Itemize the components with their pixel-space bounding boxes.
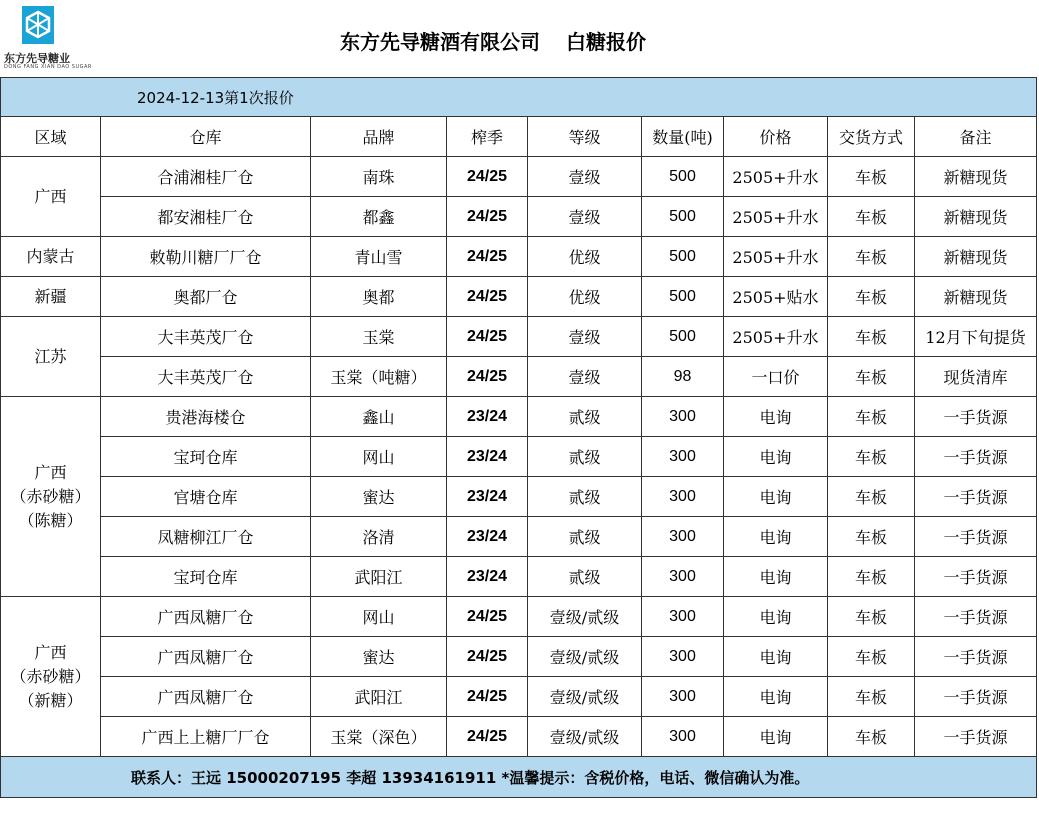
delivery-cell: 车板 <box>828 677 915 717</box>
grade-cell: 贰级 <box>528 557 642 597</box>
price-cell: 电询 <box>724 637 828 677</box>
price-cell: 电询 <box>724 557 828 597</box>
price-cell: 电询 <box>724 597 828 637</box>
table-row <box>1 157 1037 197</box>
brand-cell: 玉棠（深色） <box>311 717 447 757</box>
delivery-cell: 车板 <box>828 557 915 597</box>
quantity-cell: 300 <box>642 677 724 717</box>
logo-name: 东方先导糖业 <box>4 52 70 65</box>
table-row <box>1 277 1037 317</box>
brand-cell: 鑫山 <box>311 397 447 437</box>
region-cell: 内蒙古 <box>1 237 101 277</box>
note-cell: 一手货源 <box>915 397 1037 437</box>
table-row <box>1 397 1037 437</box>
note-cell: 一手货源 <box>915 637 1037 677</box>
season-cell: 24/25 <box>447 317 528 357</box>
quantity-cell: 300 <box>642 477 724 517</box>
delivery-cell: 车板 <box>828 637 915 677</box>
brand-cell: 玉棠（吨糖） <box>311 357 447 397</box>
quantity-cell: 300 <box>642 557 724 597</box>
warehouse-cell: 宝珂仓库 <box>101 437 311 477</box>
brand-cell: 网山 <box>311 437 447 477</box>
brand-cell: 玉棠 <box>311 317 447 357</box>
table-row <box>1 197 1037 237</box>
table-row <box>1 717 1037 757</box>
quantity-cell: 300 <box>642 597 724 637</box>
quantity-cell: 300 <box>642 637 724 677</box>
brand-cell: 奥都 <box>311 277 447 317</box>
delivery-cell: 车板 <box>828 597 915 637</box>
brand-cell: 网山 <box>311 597 447 637</box>
price-cell: 电询 <box>724 397 828 437</box>
delivery-cell: 车板 <box>828 157 915 197</box>
company-logo-icon <box>22 6 54 44</box>
table-row <box>1 477 1037 517</box>
price-cell: 电询 <box>724 517 828 557</box>
grade-cell: 优级 <box>528 277 642 317</box>
table-row <box>1 357 1037 397</box>
note-cell: 一手货源 <box>915 557 1037 597</box>
region-cell: 新疆 <box>1 277 101 317</box>
note-cell: 现货清库 <box>915 357 1037 397</box>
note-cell: 新糖现货 <box>915 277 1037 317</box>
col-header-warehouse: 仓库 <box>101 117 311 157</box>
region-cell: 广西 （赤砂糖） （陈糖） <box>1 397 101 597</box>
brand-cell: 蜜达 <box>311 477 447 517</box>
quantity-cell: 300 <box>642 397 724 437</box>
col-header-price: 价格 <box>724 117 828 157</box>
region-cell: 江苏 <box>1 317 101 397</box>
price-table <box>0 77 1037 798</box>
grade-cell: 贰级 <box>528 437 642 477</box>
warehouse-cell: 凤糖柳江厂仓 <box>101 517 311 557</box>
region-cell: 广西 <box>1 157 101 237</box>
grade-cell: 壹级/贰级 <box>528 677 642 717</box>
warehouse-cell: 广西上上糖厂厂仓 <box>101 717 311 757</box>
brand-cell: 青山雪 <box>311 237 447 277</box>
season-cell: 24/25 <box>447 677 528 717</box>
delivery-cell: 车板 <box>828 317 915 357</box>
grade-cell: 贰级 <box>528 477 642 517</box>
warehouse-cell: 大丰英茂厂仓 <box>101 317 311 357</box>
quantity-cell: 300 <box>642 717 724 757</box>
season-cell: 23/24 <box>447 397 528 437</box>
grade-cell: 壹级 <box>528 317 642 357</box>
season-cell: 24/25 <box>447 157 528 197</box>
col-header-region: 区域 <box>1 117 101 157</box>
note-cell: 新糖现货 <box>915 157 1037 197</box>
quantity-cell: 300 <box>642 517 724 557</box>
season-cell: 23/24 <box>447 477 528 517</box>
season-cell: 23/24 <box>447 517 528 557</box>
delivery-cell: 车板 <box>828 397 915 437</box>
col-header-brand: 品牌 <box>311 117 447 157</box>
brand-cell: 洛清 <box>311 517 447 557</box>
warehouse-cell: 合浦湘桂厂仓 <box>101 157 311 197</box>
brand-cell: 武阳江 <box>311 557 447 597</box>
warehouse-cell: 奥都厂仓 <box>101 277 311 317</box>
contact-footer <box>1 757 1037 798</box>
delivery-cell: 车板 <box>828 477 915 517</box>
price-cell: 2505+升水 <box>724 197 828 237</box>
delivery-cell: 车板 <box>828 197 915 237</box>
grade-cell: 壹级/贰级 <box>528 637 642 677</box>
quantity-cell: 500 <box>642 277 724 317</box>
date-line: 2024-12-13第1次报价 <box>1 78 1037 117</box>
quote-subject: 白糖报价 <box>566 30 646 54</box>
price-cell: 电询 <box>724 437 828 477</box>
warehouse-cell: 广西凤糖厂仓 <box>101 677 311 717</box>
warehouse-cell: 都安湘桂厂仓 <box>101 197 311 237</box>
quantity-cell: 500 <box>642 237 724 277</box>
note-cell: 一手货源 <box>915 517 1037 557</box>
note-cell: 12月下旬提货 <box>915 317 1037 357</box>
table-row <box>1 237 1037 277</box>
note-cell: 新糖现货 <box>915 237 1037 277</box>
contact-text: 联系人：王远 15000207195 李超 13934161911 *温馨提示：含税价格，电话、微信确认为准。 <box>1 757 1037 798</box>
grade-cell: 优级 <box>528 237 642 277</box>
price-cell: 2505+贴水 <box>724 277 828 317</box>
grade-cell: 壹级/贰级 <box>528 717 642 757</box>
warehouse-cell: 宝珂仓库 <box>101 557 311 597</box>
season-cell: 24/25 <box>447 237 528 277</box>
table-row <box>1 637 1037 677</box>
delivery-cell: 车板 <box>828 357 915 397</box>
quantity-cell: 500 <box>642 197 724 237</box>
col-header-note: 备注 <box>915 117 1037 157</box>
delivery-cell: 车板 <box>828 237 915 277</box>
price-cell: 一口价 <box>724 357 828 397</box>
quantity-cell: 98 <box>642 357 724 397</box>
price-cell: 2505+升水 <box>724 317 828 357</box>
table-row <box>1 317 1037 357</box>
col-header-season: 榨季 <box>447 117 528 157</box>
delivery-cell: 车板 <box>828 717 915 757</box>
price-cell: 2505+升水 <box>724 237 828 277</box>
warehouse-cell: 大丰英茂厂仓 <box>101 357 311 397</box>
delivery-cell: 车板 <box>828 277 915 317</box>
warehouse-cell: 贵港海楼仓 <box>101 397 311 437</box>
col-header-quantity: 数量(吨) <box>642 117 724 157</box>
note-cell: 一手货源 <box>915 677 1037 717</box>
col-header-delivery: 交货方式 <box>828 117 915 157</box>
table-header <box>1 117 1037 157</box>
delivery-cell: 车板 <box>828 517 915 557</box>
region-cell: 广西 （赤砂糖） （新糖） <box>1 597 101 757</box>
grade-cell: 贰级 <box>528 517 642 557</box>
note-cell: 新糖现货 <box>915 197 1037 237</box>
brand-cell: 都鑫 <box>311 197 447 237</box>
season-cell: 24/25 <box>447 717 528 757</box>
grade-cell: 贰级 <box>528 397 642 437</box>
table-row <box>1 677 1037 717</box>
quantity-cell: 500 <box>642 317 724 357</box>
page-title <box>340 26 646 55</box>
col-header-grade: 等级 <box>528 117 642 157</box>
warehouse-cell: 官塘仓库 <box>101 477 311 517</box>
season-cell: 24/25 <box>447 597 528 637</box>
table-row <box>1 517 1037 557</box>
season-cell: 24/25 <box>447 357 528 397</box>
grade-cell: 壹级/贰级 <box>528 597 642 637</box>
grade-cell: 壹级 <box>528 357 642 397</box>
delivery-cell: 车板 <box>828 437 915 477</box>
season-cell: 24/25 <box>447 277 528 317</box>
season-cell: 23/24 <box>447 557 528 597</box>
date-band <box>1 78 1037 117</box>
brand-cell: 蜜达 <box>311 637 447 677</box>
logo-english: DONG FANG XIAN DAO SUGAR <box>4 64 92 70</box>
warehouse-cell: 广西凤糖厂仓 <box>101 597 311 637</box>
table-row <box>1 597 1037 637</box>
brand-cell: 南珠 <box>311 157 447 197</box>
season-cell: 24/25 <box>447 637 528 677</box>
grade-cell: 壹级 <box>528 157 642 197</box>
grade-cell: 壹级 <box>528 197 642 237</box>
price-cell: 电询 <box>724 477 828 517</box>
price-cell: 电询 <box>724 677 828 717</box>
season-cell: 24/25 <box>447 197 528 237</box>
warehouse-cell: 广西凤糖厂仓 <box>101 637 311 677</box>
quantity-cell: 500 <box>642 157 724 197</box>
price-cell: 2505+升水 <box>724 157 828 197</box>
note-cell: 一手货源 <box>915 477 1037 517</box>
table-row <box>1 557 1037 597</box>
company-logo <box>0 0 92 75</box>
price-cell: 电询 <box>724 717 828 757</box>
note-cell: 一手货源 <box>915 437 1037 477</box>
note-cell: 一手货源 <box>915 717 1037 757</box>
table-row <box>1 437 1037 477</box>
note-cell: 一手货源 <box>915 597 1037 637</box>
warehouse-cell: 敕勒川糖厂厂仓 <box>101 237 311 277</box>
season-cell: 23/24 <box>447 437 528 477</box>
company-name: 东方先导糖酒有限公司 <box>340 30 540 54</box>
brand-cell: 武阳江 <box>311 677 447 717</box>
quantity-cell: 300 <box>642 437 724 477</box>
